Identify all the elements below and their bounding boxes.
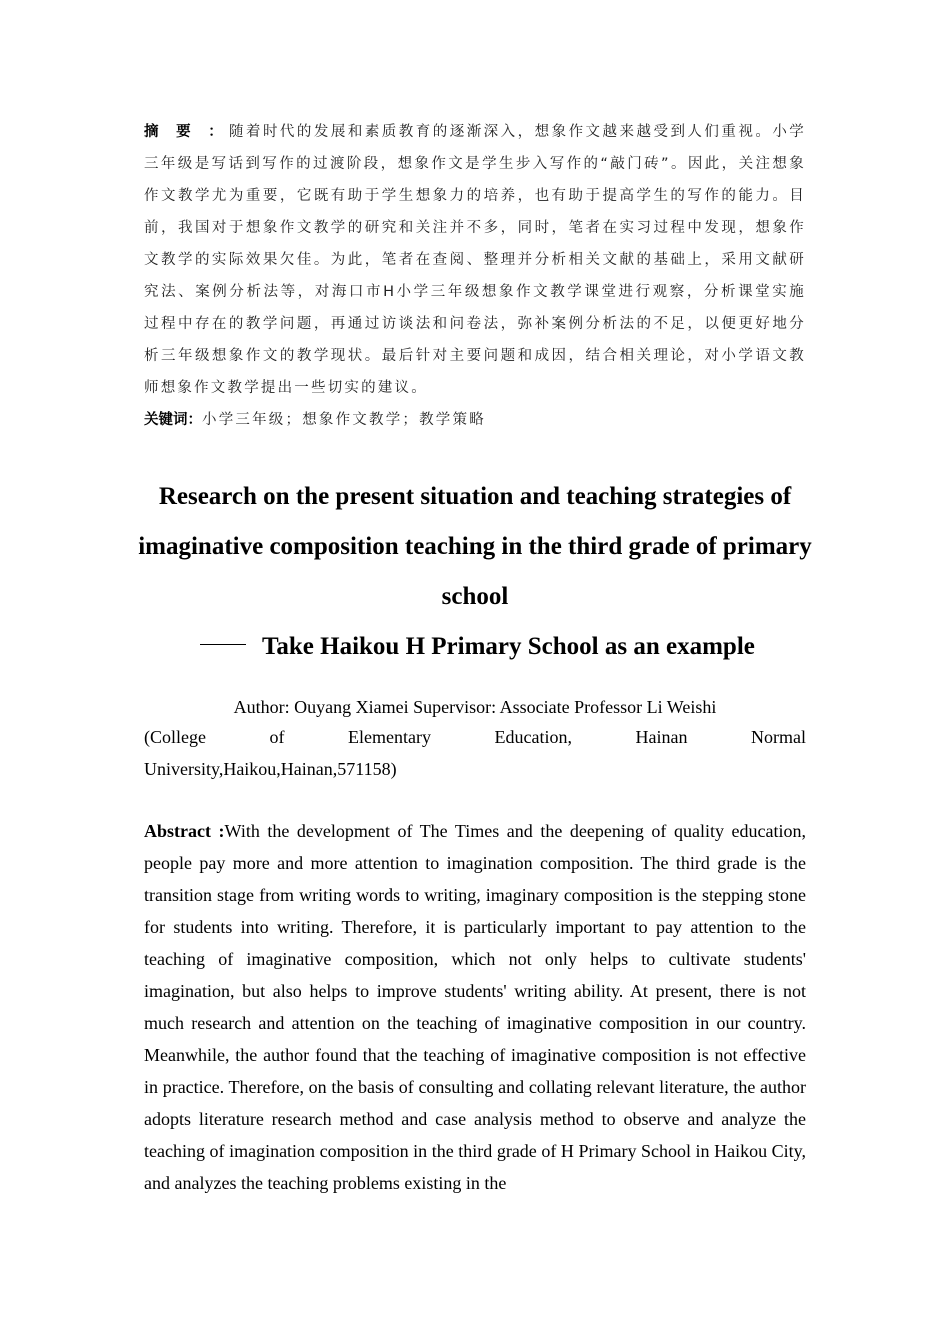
- chinese-abstract-text: 随着时代的发展和素质教育的逐渐深入，想象作文越来越受到人们重视。小学三年级是写话到写作的过渡阶段，想象作文是学生步入写作的“敲门砖”。因此，关注想象作文教学尤为重要，它既有助于学生想象力的培养，也有助于提高学生的写作的能力。目前，我国对于想象作文教学的研究和关注并不多，同时，笔者在实习过程中发现，想象作文教学的实际效果欠佳。为此，笔者在查阅、整理并分析相关文献的基础上，采用文献研究法、案例分析法等，对海口市H小学三年级想象作文教学课堂进行观察，分析课堂实施过程中存在的教学问题，再通过访谈法和问卷法，弥补案例分析法的不足，以便更好地分析三年级想象作文的教学现状。最后针对主要问题和成因，结合相关理论，对小学语文教师想象作文教学提出一些切实的建议。: [144, 124, 806, 396]
- english-subtitle-text: Take Haikou H Primary School as an example: [262, 633, 755, 660]
- chinese-keywords-text: 小学三年级；想象作文教学；教学策略: [202, 412, 486, 428]
- english-abstract-label: Abstract :: [144, 821, 225, 841]
- chinese-keywords: [144, 404, 806, 436]
- chinese-abstract-label: 摘 要 ：: [144, 124, 229, 140]
- author-line: Author: Ouyang Xiamei Supervisor: Associate Professor Li Weishi: [233, 697, 717, 717]
- affiliation-line-1: [144, 721, 806, 753]
- english-abstract: [144, 815, 806, 1199]
- affiliation-word: Education,: [494, 727, 572, 747]
- affiliation: [144, 721, 806, 785]
- affiliation-line-2: University,Haikou,Hainan,571158): [144, 759, 397, 779]
- em-dash-icon: [200, 644, 246, 645]
- affiliation-word: Elementary: [348, 727, 431, 747]
- english-subtitle: [200, 624, 820, 670]
- affiliation-word: (College: [144, 727, 206, 747]
- chinese-keywords-label: 关键词：: [144, 412, 202, 428]
- affiliation-word: of: [269, 727, 285, 747]
- affiliation-word: Hainan: [635, 727, 688, 747]
- english-abstract-text: With the development of The Times and the deepening of quality education, people pay more and more attention to imagination composition. The third grade is the transition stage from writing words to writing, imaginary composition is the stepping stone for students into writing. Therefore, it is particularly important to pay attention to the teaching of imaginative composition, which not only helps to cultivate students' imagination, but also helps to improve students' writing ability. At present, there is not much research and attention on the teaching of imaginative composition in our country. Meanwhile, the author found that the teaching of imaginative composition is not effective in practice. Therefore, on the basis of consulting and collating relevant literature, the author adopts literature research method and case analysis method to observe and analyze the teaching of imagination composition in the third grade of H Primary School in Haikou City, and analyzes the teaching problems existing in the: [144, 821, 806, 1193]
- english-title: Research on the present situation and teaching strategies of imaginative composition teaching in the third grade of primary school: [138, 483, 812, 610]
- chinese-abstract: [144, 116, 806, 404]
- affiliation-word: Normal: [751, 727, 806, 747]
